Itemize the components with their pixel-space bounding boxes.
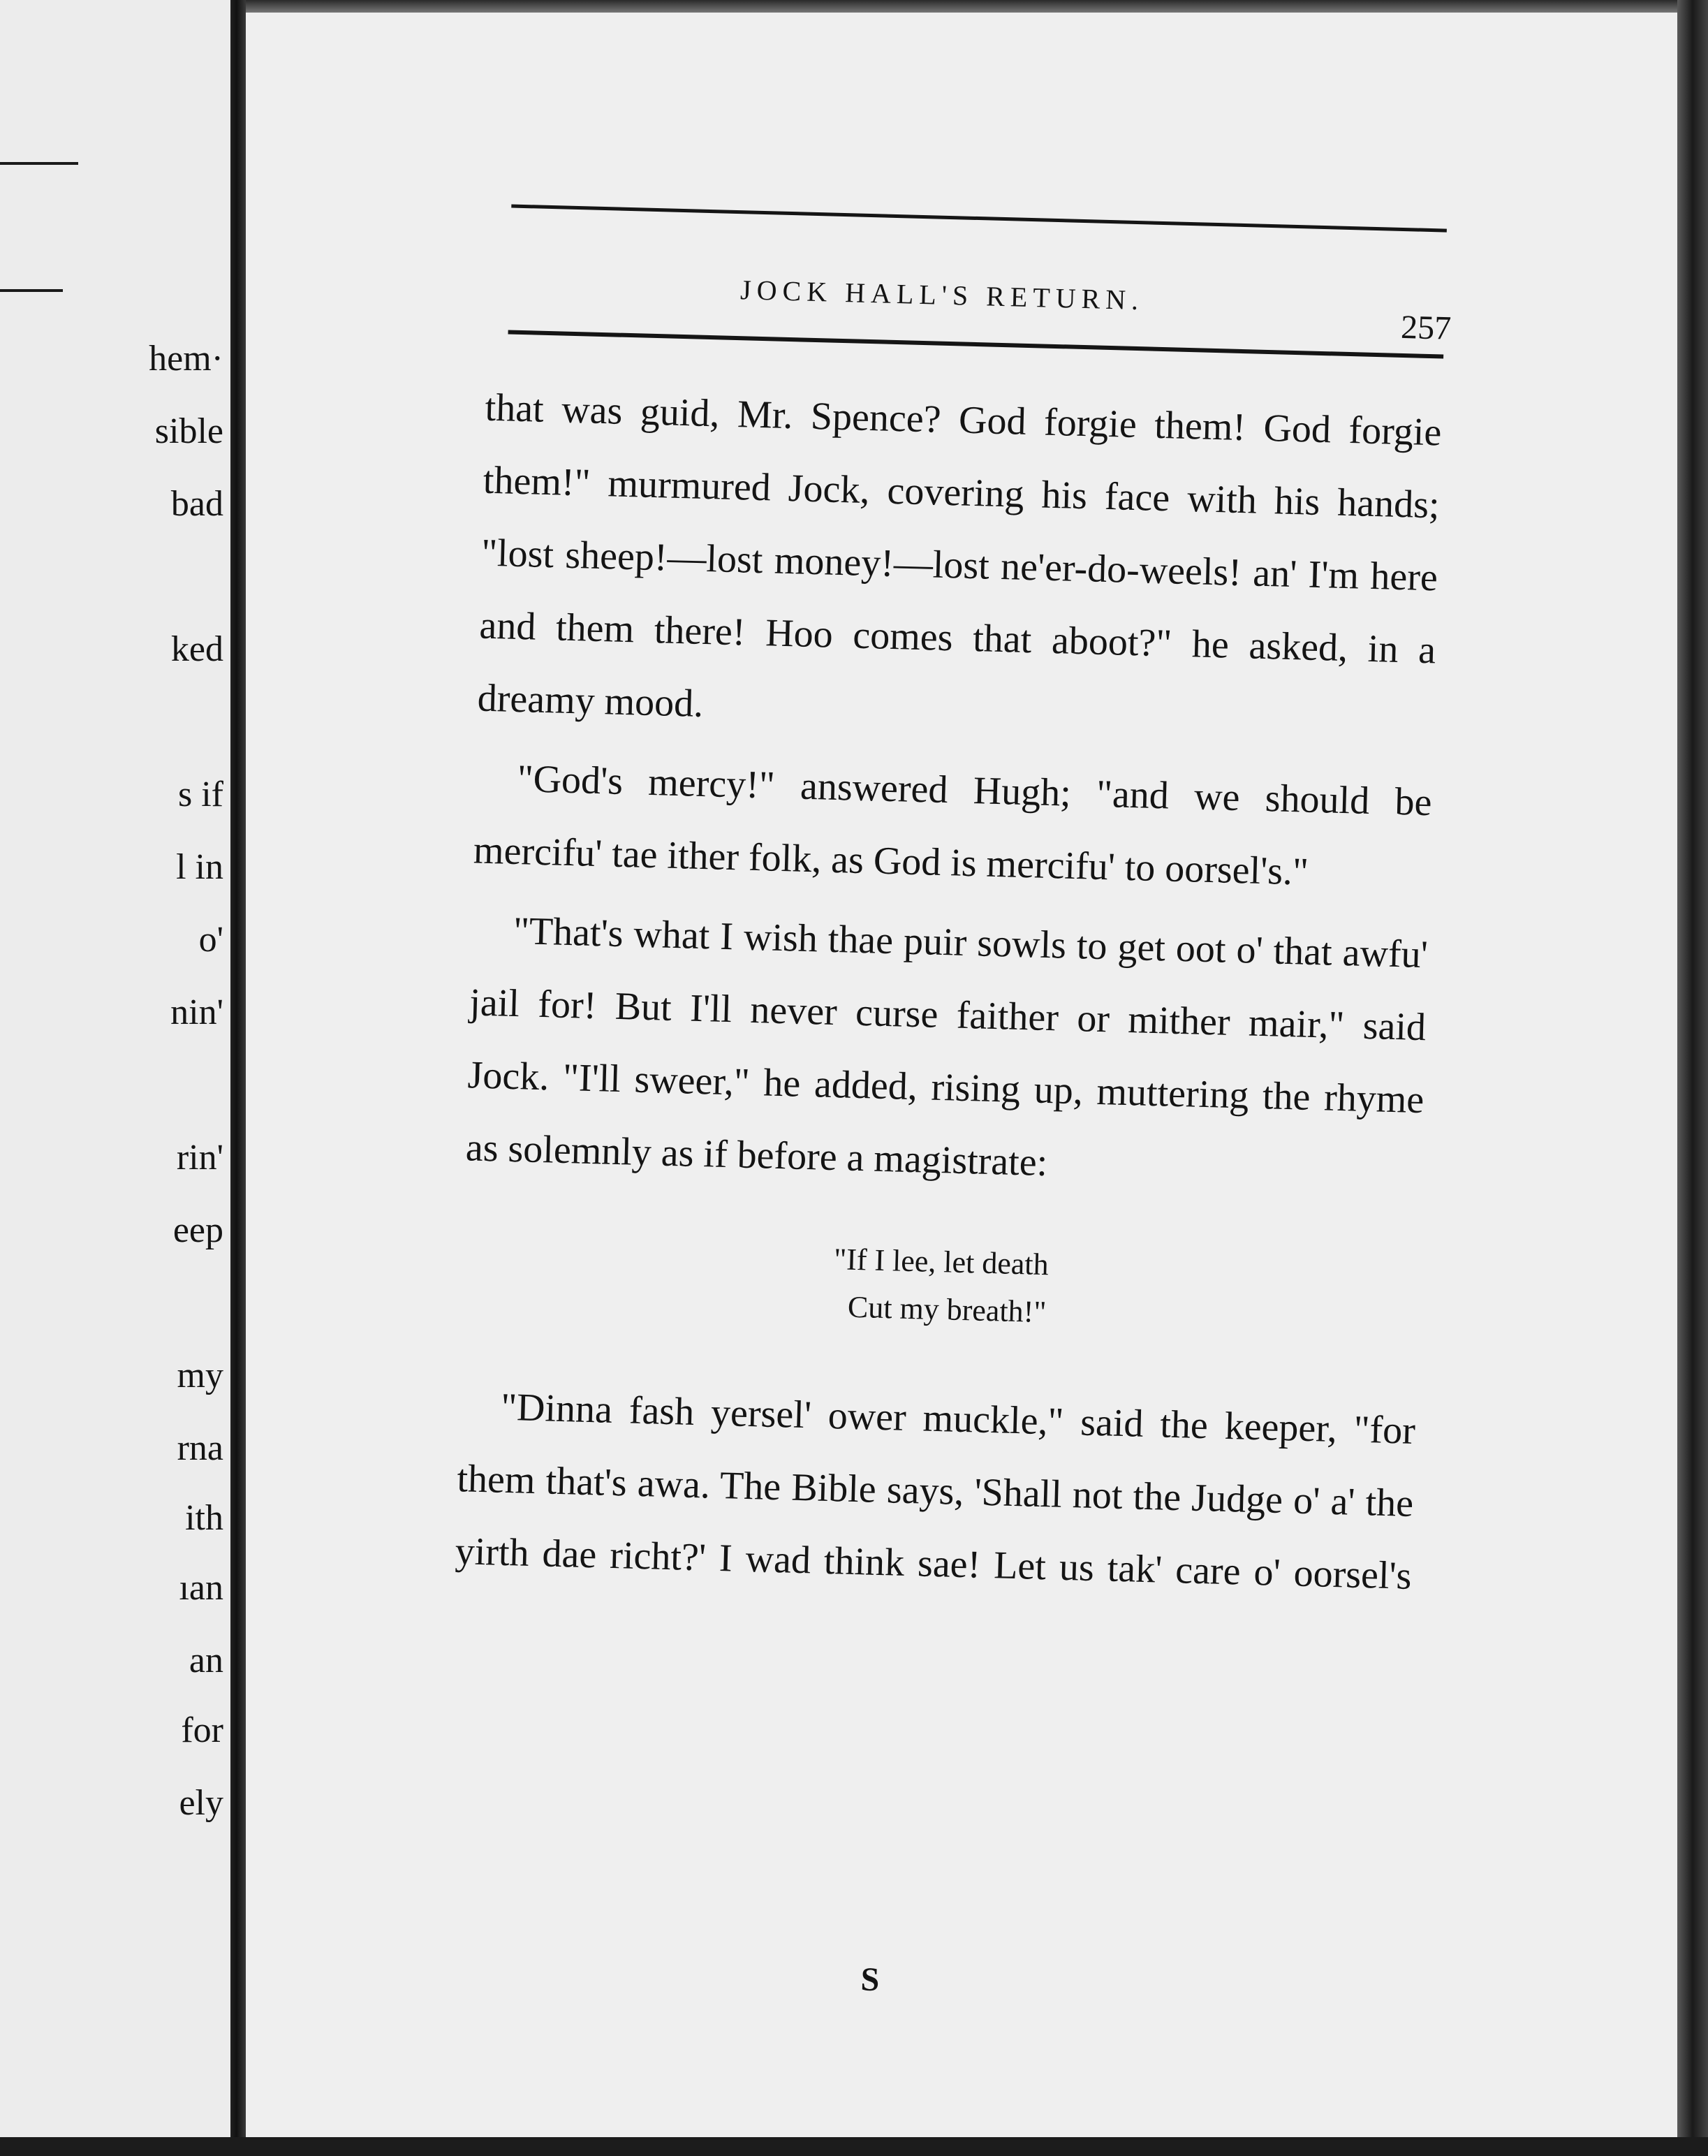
facing-line: ely — [179, 1783, 223, 1823]
page-right-edge — [1677, 0, 1708, 2156]
facing-page-rule — [0, 162, 78, 165]
signature-mark: S — [860, 1960, 881, 1999]
verse — [462, 1226, 1420, 1346]
facing-page-rule — [0, 289, 63, 292]
body-text — [454, 372, 1442, 1620]
facing-line: bad — [170, 484, 223, 524]
facing-line: an — [189, 1641, 223, 1680]
paragraph: "Dinna fash yersel' ower muckle," said the keeper, "for them that's awa. The Bible says, 'Shall not the Judge o' a' the yirth dae richt?' I wad think sae! Let us tak' care o' oorsel's — [455, 1385, 1416, 1598]
facing-page — [0, 0, 236, 2156]
facing-line: rin' — [176, 1138, 223, 1178]
verse-line: "If I lee, let death — [833, 1242, 1050, 1282]
facing-line: sible — [154, 411, 223, 451]
facing-line: hem· — [149, 339, 223, 379]
facing-line: l in — [176, 847, 223, 887]
facing-line: ked — [170, 629, 223, 669]
verse-line: Cut my breath!" — [847, 1289, 1047, 1330]
paragraph: "God's mercy!" answered Hugh; "and we should be mercifu' tae ither folk, as God is mercifu' to oorsel's." — [473, 757, 1433, 894]
facing-line: s if — [178, 775, 223, 814]
book-gutter — [230, 0, 246, 2156]
facing-line: for — [181, 1710, 223, 1750]
paragraph: that was guid, Mr. Spence? God forgie them! God forgie them!" murmured Jock, covering his face with his hands; "lost sheep!—lost money!—lost ne'er-do-weels! an' I'm here and them there! Hoo comes that aboot?" he asked, in a dreamy mood. — [477, 386, 1443, 726]
page-top-edge — [246, 0, 1708, 13]
running-head: JOCK HALL'S RETURN. — [739, 274, 1144, 316]
facing-line: my — [177, 1356, 223, 1395]
facing-line: eep — [172, 1210, 223, 1250]
page-number: 257 — [1400, 308, 1452, 347]
facing-line: ith — [185, 1498, 223, 1538]
facing-line: o' — [198, 920, 223, 960]
facing-line: rna — [177, 1428, 223, 1468]
facing-line: nin' — [170, 992, 223, 1032]
facing-line: ıan — [179, 1568, 223, 1608]
paragraph: "That's what I wish thae puir sowls to get oot o' that awfu' jail for! But I'll never curse faither or mither mair," said Jock. "I'll sweer," he added, rising up, muttering the rhyme as solemnly as if before a magistrate: — [465, 909, 1429, 1185]
page-bottom-edge — [0, 2137, 1708, 2156]
